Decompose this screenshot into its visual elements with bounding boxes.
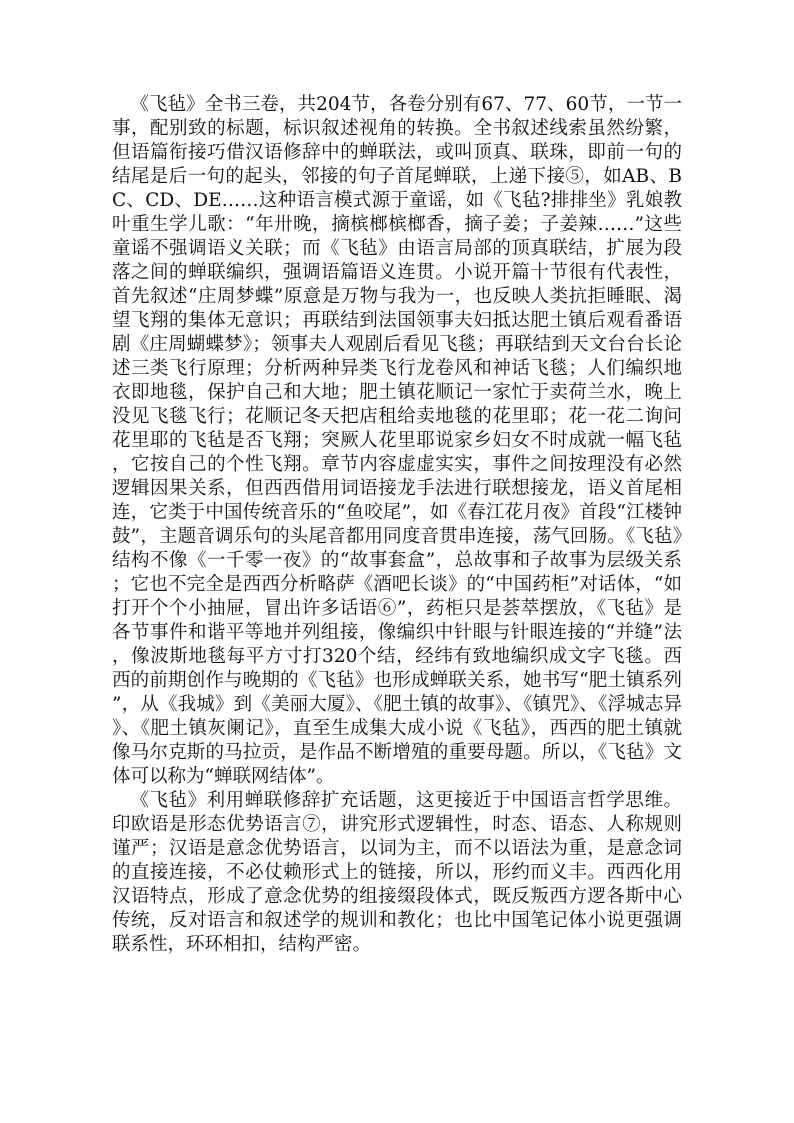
document-body [112,93,682,957]
paragraph-2: 《飞毡》利用蝉联修辞扩充话题，这更接近于中国语言哲学思维。印欧语是形态优势语言⑦，讲究形式逻辑性，时态、语态、人称规则谨严；汉语是意念优势语言，以词为主，而不以语法为重，是意念词的直接连接，不必仗赖形式上的链接，所以，形约而义丰。西西化用汉语特点，形成了意念优势的组接缀段体式，既反叛西方逻各斯中心传统，反对语言和叙述学的规训和教化；也比中国笔记体小说更强调联系性，环环相扣，结构严密。 [112,790,682,955]
paragraph-1: 《飞毡》全书三卷，共204节，各卷分别有67、77、60节，一节一事，配别致的标题，标识叙述视角的转换。全书叙述线索虽然纷繁，但语篇衔接巧借汉语修辞中的蝉联法，或叫顶真、联珠，即前一句的结尾是后一句的起头，邻接的句子首尾蝉联，上递下接⑤，如AB、BC、CD、DE……这种语言模式源于童谣，如《飞毡?排排坐》乳娘教叶重生学儿歌：“年卅晚，摘槟榔槟榔香，摘子姜；子姜辣……”这些童谣不强调语义关联；而《飞毡》由语言局部的顶真联结，扩展为段落之间的蝉联编织，强调语篇语义连贯。小说开篇十节很有代表性，首先叙述“庄周梦蝶”原意是万物与我为一，也反映人类抗拒睡眠、渴望飞翔的集体无意识；再联结到法国领事夫妇抵达肥土镇后观看番语剧《庄周蝴蝶梦》；领事夫人观剧后看见飞毯；再联结到天文台台长论述三类飞行原理；分析两种异类飞行龙卷风和神话飞毯；人们编织地衣即地毯，保护自己和大地；肥土镇花顺记一家忙于卖荷兰水，晚上没见飞毯飞行；花顺记冬天把店租给卖地毯的花里耶；花一花二询问花里耶的飞毡是否飞翔；突厥人花里耶说家乡妇女不时成就一幅飞毡，它按自己的个性飞翔。章节内容虚虚实实，事件之间按理没有必然逻辑因果关系，但西西借用词语接龙手法进行联想接龙，语义首尾相连，它类于中国传统音乐的“鱼咬尾”，如《春江花月夜》首段“江楼钟鼓”，主题音调乐句的头尾音都用同度音贯串连接，荡气回肠。《飞毡》结构不像《一千零一夜》的“故事套盒”，总故事和子故事为层级关系；它也不完全是西西分析略萨《酒吧长谈》的“中国药柜”对话体，“如打开个个小抽屉，冒出许多话语⑥”，药柜只是荟萃摆放，《飞毡》是各节事件和谐平等地并列组接，像编织中针眼与针眼连接的“并缝”法，像波斯地毯每平方寸打320个结，经纬有致地编织成文字飞毯。西西的前期创作与晚期的《飞毡》也形成蝉联关系，她书写“肥土镇系列”，从《我城》到《美丽大厦》、《肥土镇的故事》、《镇咒》、《浮城志异》、《肥土镇灰阑记》，直至生成集大成小说《飞毡》，西西的肥土镇就像马尔克斯的马拉贡，是作品不断增殖的重要母题。所以，《飞毡》文体可以称为“蝉联网结体”。 [112,94,682,787]
